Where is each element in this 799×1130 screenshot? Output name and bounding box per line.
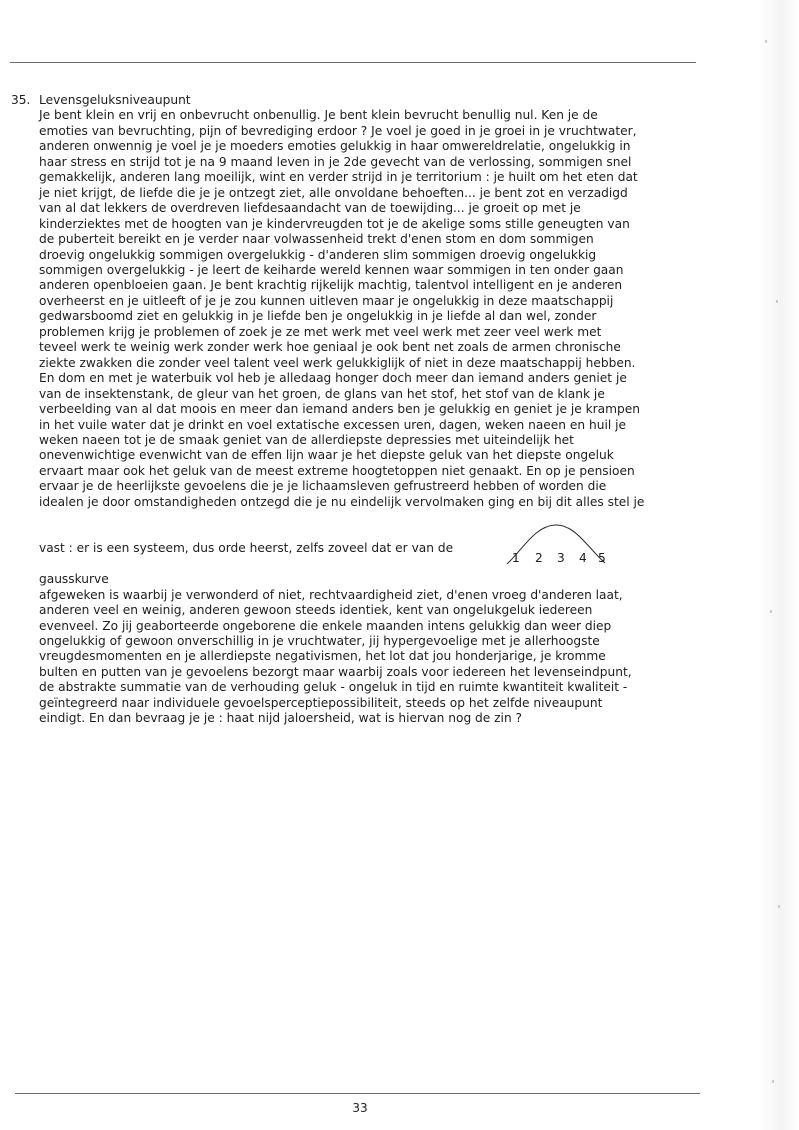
text-line: ervaart maar ook het geluk van de meest extreme hoogtetoppen niet genaakt. En op je pensioen xyxy=(39,463,635,478)
text-line: onevenwichtige evenwicht van de effen lijn waar je het diepste geluk van het diepste ongeluk xyxy=(39,448,614,463)
text-line: En dom en met je waterbuik vol heb je alledaag honger doch meer dan iemand anders geniet je xyxy=(39,371,627,386)
gauss-label-4: 4 xyxy=(579,551,587,565)
scan-speck xyxy=(778,905,780,908)
section-heading xyxy=(11,93,701,108)
paragraph-after-figure xyxy=(11,588,701,727)
text-line: overheerst en je uitleeft of je je zou kunnen uitleven maar je ongelukkig in deze maatschappij xyxy=(39,293,614,308)
text-line: idealen je door omstandigheden ontzegd die je nu eindelijk vervolmaken ging en bij dit alles stel je xyxy=(39,494,645,509)
text-line: weken naeen tot je de smaak geniet van de allerdiepste depressies met uiteindelijk het xyxy=(39,432,574,447)
text-line: je niet krijgt, de liefde die je je ontzegt ziet, alle onvoldane behoeften... je bent zot en verzadigd xyxy=(39,185,628,200)
text-line: eindigt. En dan bevraag je je : haat nijd jaloersheid, wat is hiervan nog de zin ? xyxy=(39,711,523,726)
scan-speck xyxy=(772,1080,774,1083)
text-line: kinderziektes met de hoogten van je kindervreugden tot je de akelige soms stille geneugten van xyxy=(39,216,630,231)
section-title: Levensgeluksniveaupunt xyxy=(39,93,191,107)
section-number: 35. xyxy=(11,93,31,107)
footer-rule xyxy=(15,1093,700,1094)
gauss-curve-figure xyxy=(505,523,623,565)
text-line: ongelukkig of gewoon onverschillig in je vruchtwater, jij hypergevoelige met je allerhoogste xyxy=(39,633,600,648)
text-line: emoties van bevruchting, pijn of bevrediging erdoor ? Je voel je goed in je groei in je vruchtwater, xyxy=(39,123,637,138)
text-line: gemakkelijk, anderen lang moeilijk, wint en verder strijd in je territorium : je huilt om het eten dat xyxy=(39,170,638,185)
text-line: van al dat lekkers de overdreven liefdesaandacht van de toewijding... je groeit op met je xyxy=(39,201,581,216)
scanned-page-edge xyxy=(759,0,799,1130)
text-line: de puberteit bereikt en je verder naar volwassenheid trekt d'enen stom en dom sommigen xyxy=(39,232,594,247)
page-number: 33 xyxy=(352,1101,368,1115)
scan-speck xyxy=(770,610,772,613)
gauss-label-3: 3 xyxy=(557,551,565,565)
text-line: anderen onwennig je voel je je moeders emoties gelukkig in haar omwereldrelatie, ongelukkig in xyxy=(39,139,631,154)
text-line: vreugdesmomenten en je allerdiepste negativismen, het lot dat jou honderjarige, je kromme xyxy=(39,649,606,664)
text-line: bulten en putten van je gevoelens bezorgt maar waarbij zoals voor iedereen het levenseindpunt, xyxy=(39,664,632,679)
text-line: in het vuile water dat je drinkt en voel extatische excessen uren, dagen, weken naeen en huil je xyxy=(39,417,626,432)
text-line: geïntegreerd naar individuele gevoelsperceptiepossibiliteit, steeds op het zelfde niveaupunt xyxy=(39,695,603,710)
gauss-curve-line xyxy=(507,525,605,564)
gauss-label-1: 1 xyxy=(512,551,520,565)
text-line: van de insektenstank, de gleur van het groen, de glans van het stof, het stof van de klank je xyxy=(39,386,605,401)
paragraph-before-figure xyxy=(11,108,701,510)
text-line: haar stress en strijd tot je na 9 maand leven in je 2de gevecht van de verlossing, sommigen snel xyxy=(39,154,632,169)
text-line: afgeweken is waarbij je verwonderd of niet, rechtvaardigheid ziet, d'enen vroeg d'anderen laat, xyxy=(39,587,623,602)
text-line: evenveel. Zo jij geaborteerde ongeborene die enkele maanden intens gelukkig dan weer diep xyxy=(39,618,612,633)
figure-line-suffix: gausskurve xyxy=(39,572,109,587)
text-line: gedwarsboomd ziet en gelukkig in je liefde ben je ongelukkig in je liefde al dan wel, zonder xyxy=(39,309,597,324)
section-35 xyxy=(11,93,701,727)
text-line: Je bent klein en vrij en onbevrucht onbenullig. Je bent klein bevrucht benullig nul. Ken je de xyxy=(39,108,598,123)
text-line: anderen veel en weinig, anderen gewoon steeds identiek, kent van ongelukgeluk iedereen xyxy=(39,603,593,618)
scan-speck xyxy=(765,40,767,43)
text-line: problemen krijg je problemen of zoek je ze met werk met veel werk met zeer veel werk met xyxy=(39,324,602,339)
header-rule xyxy=(10,62,696,63)
text-line: droevig ongelukkig sommigen overgelukkig - d'anderen slim sommigen droevig ongelukkig xyxy=(39,247,597,262)
gauss-label-5: 5 xyxy=(598,551,606,565)
text-line: sommigen overgelukkig - je leert de keiharde wereld kennen waar sommigen in ten onder gaan xyxy=(39,262,624,277)
text-line: verbeelding van al dat moois en meer dan iemand anders ben je gelukkig en geniet je je krampen xyxy=(39,402,640,417)
figure-line-prefix: vast : er is een systeem, dus orde heerst, zelfs zoveel dat er van de xyxy=(39,541,454,556)
text-line: de abstrakte summatie van de verhouding geluk - ongeluk in tijd en ruimte kwantiteit kwaliteit - xyxy=(39,680,628,695)
gauss-label-2: 2 xyxy=(535,551,543,565)
scan-speck xyxy=(776,300,778,303)
text-line: anderen openbloeien gaan. Je bent krachtig rijkelijk machtig, talentvol intelligent en je anderen xyxy=(39,278,623,293)
text-line: ziekte zwakken die zonder veel talent veel werk gelukkiglijk of niet in deze maatschappij hebben. xyxy=(39,355,636,370)
text-line: ervaar je de heerlijkste gevoelens die je je lichaamsleven gefrustreerd hebben of worden die xyxy=(39,479,607,494)
text-line: teveel werk te weinig werk zonder werk hoe geniaal je ook bent net zoals de armen chronische xyxy=(39,340,621,355)
